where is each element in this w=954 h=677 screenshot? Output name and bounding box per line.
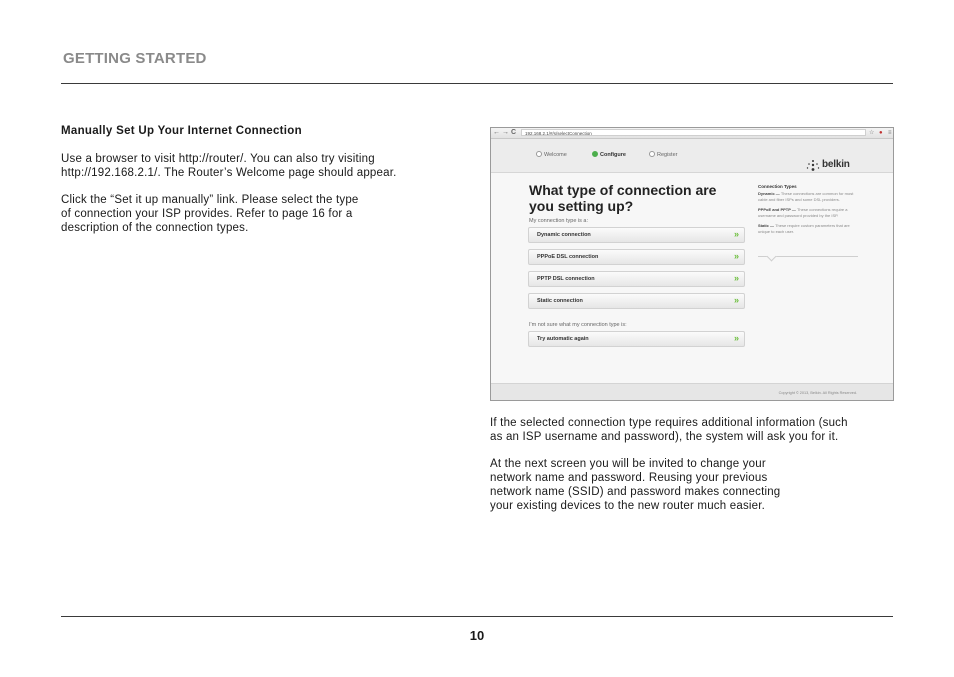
option-label: Static connection — [537, 298, 583, 304]
sidebar-text: These connections are common for most cable and fiber ISPs and some DSL providers. — [758, 191, 854, 202]
check-circle-icon — [592, 151, 598, 157]
chevron-right-icon: » — [733, 229, 739, 239]
sidebar-title: Connection Types — [758, 184, 797, 189]
forward-arrow-icon: → — [502, 129, 509, 136]
section-heading: Manually Set Up Your Internet Connection — [61, 125, 302, 137]
option-label: PPPoE DSL connection — [537, 254, 599, 260]
stop-icon: ● — [879, 130, 883, 136]
setup-steps-bar — [491, 139, 893, 173]
instruction-paragraph — [61, 193, 359, 235]
step-configure — [592, 151, 626, 158]
pppoe-connection-button — [528, 249, 745, 265]
try-automatic-button — [528, 331, 745, 347]
step-register — [649, 151, 677, 158]
sidebar-text: These connections require a username and password provided by the ISP. — [758, 207, 848, 218]
chevron-right-icon: » — [733, 295, 739, 305]
pptp-connection-button — [528, 271, 745, 287]
sidebar-item — [758, 223, 858, 235]
text-line: At the next screen you will be invited to change your — [490, 458, 766, 470]
sidebar-item — [758, 207, 858, 219]
sidebar-item — [758, 191, 858, 203]
reload-icon: C — [511, 129, 517, 136]
header-rule — [61, 83, 893, 84]
text-line: Use a browser to visit http://router/. You can also try visiting — [61, 153, 375, 165]
text-line: description of the connection types. — [61, 222, 249, 234]
chevron-right-icon: » — [733, 251, 739, 261]
belkin-logo-icon — [806, 159, 820, 173]
unsure-type-label: I'm not sure what my connection type is: — [529, 322, 627, 328]
text-line: network name (SSID) and password makes connecting — [490, 486, 781, 498]
dynamic-connection-button — [528, 227, 745, 243]
router-setup-screenshot — [490, 127, 894, 401]
step-dot-icon — [649, 151, 655, 157]
step-dot-icon — [536, 151, 542, 157]
text-line: Click the “Set it up manually” link. Please select the type — [61, 194, 359, 206]
sidebar-text: These require custom parameters that are unique to each user. — [758, 223, 850, 234]
option-label: Try automatic again — [537, 336, 589, 342]
chevron-right-icon: » — [733, 333, 739, 343]
footer-rule — [61, 616, 893, 617]
text-line: of connection your ISP provides. Refer to page 16 for a — [61, 208, 353, 220]
screenshot-footer — [491, 383, 893, 401]
address-bar: 192.168.2.1/#/s/selectConnection — [521, 129, 866, 136]
page-number: 10 — [469, 628, 485, 643]
page-header-title: GETTING STARTED — [63, 50, 207, 67]
additional-info-paragraph — [490, 416, 848, 444]
sidebar-term: Dynamic — — [758, 191, 780, 196]
text-line: your existing devices to the new router much easier. — [490, 500, 766, 512]
star-icon: ☆ — [869, 130, 875, 136]
step-label: Welcome — [544, 152, 567, 158]
step-label: Configure — [600, 152, 626, 158]
belkin-brand: belkin — [822, 159, 850, 170]
chevron-right-icon: » — [733, 273, 739, 283]
text-line: http://192.168.2.1/. The Router’s Welcome page should appear. — [61, 167, 397, 179]
text-line: as an ISP username and password), the system will ask you for it. — [490, 431, 839, 443]
option-label: PPTP DSL connection — [537, 276, 595, 282]
sidebar-term: PPPoE and PPTP — — [758, 207, 796, 212]
static-connection-button — [528, 293, 745, 309]
step-label: Register — [657, 152, 678, 158]
known-type-label: My connection type is a: — [529, 218, 589, 224]
title-line: you setting up? — [529, 198, 634, 214]
intro-paragraph — [61, 152, 397, 180]
connection-question-title — [529, 182, 749, 214]
menu-icon: ≡ — [888, 130, 892, 136]
browser-toolbar — [491, 128, 893, 139]
next-screen-paragraph — [490, 457, 780, 513]
option-label: Dynamic connection — [537, 232, 591, 238]
text-line: If the selected connection type requires additional information (such — [490, 417, 848, 429]
copyright-text: Copyright © 2013, Belkin. All Rights Reserved. — [778, 391, 857, 395]
text-line: network name and password. Reusing your previous — [490, 472, 768, 484]
sidebar-term: Static — — [758, 223, 775, 228]
step-welcome — [536, 151, 567, 158]
sidebar-pointer — [767, 252, 777, 262]
title-line: What type of connection are — [529, 182, 717, 198]
back-arrow-icon: ← — [493, 129, 500, 136]
connection-types-sidebar — [758, 184, 858, 239]
